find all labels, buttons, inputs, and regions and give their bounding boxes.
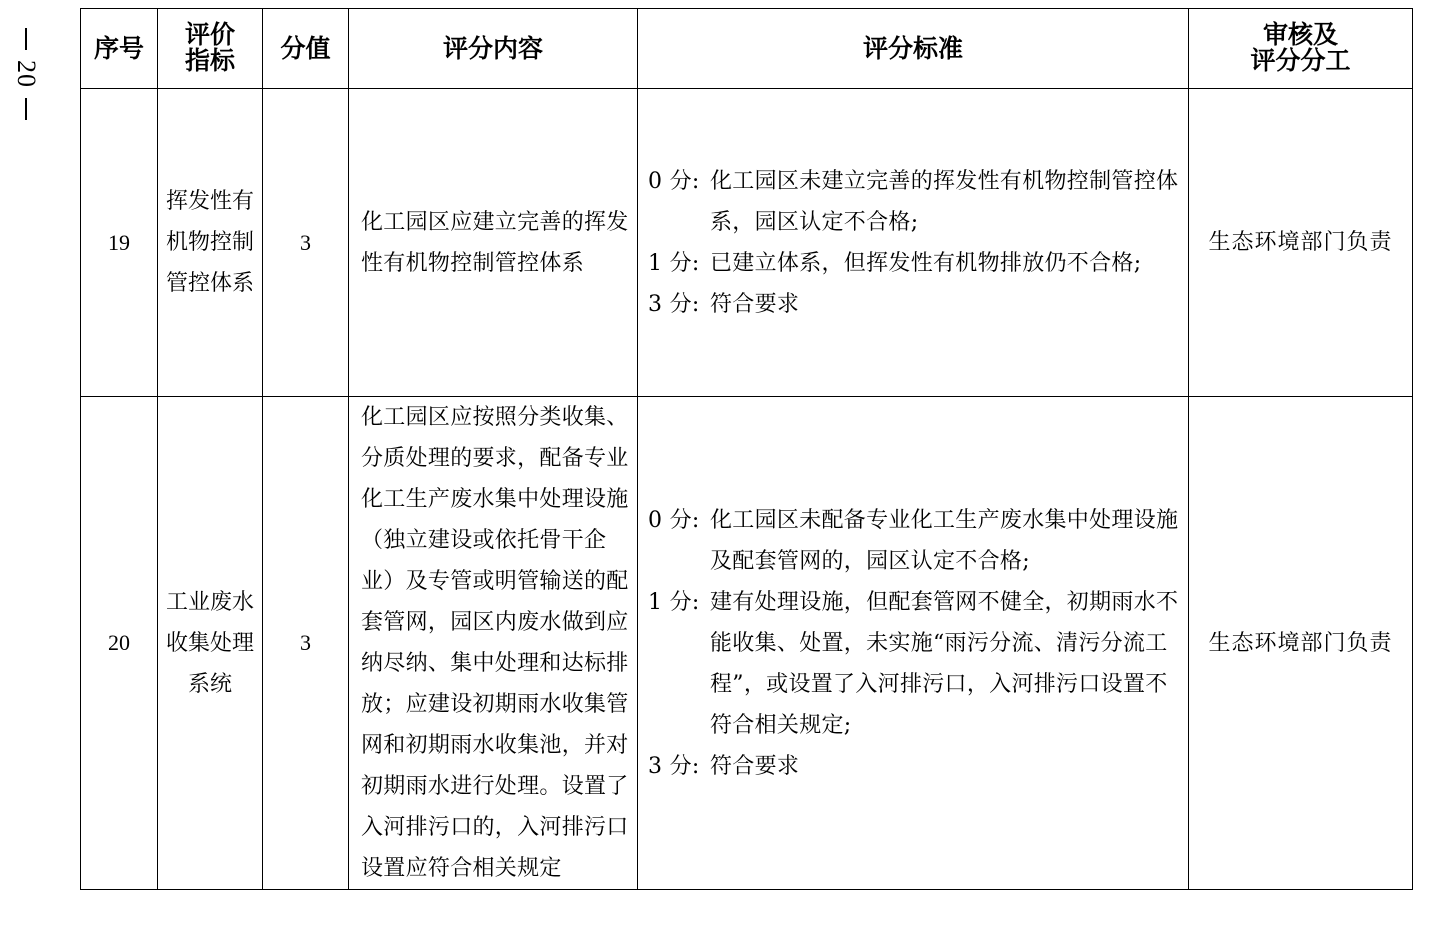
criteria-item (648, 500, 1184, 582)
row-dept: 生态环境部门负责 (1189, 397, 1413, 890)
criteria-label: 1 分: (648, 589, 700, 615)
header-criteria: 评分标准 (638, 9, 1189, 89)
table-row (81, 89, 1413, 397)
header-indicator-line1: 评价 (184, 20, 235, 49)
header-score: 分值 (263, 9, 349, 89)
header-review-line2: 评分分工 (1250, 46, 1351, 75)
criteria-text: 符合要求 (710, 291, 800, 317)
criteria-item (648, 161, 1184, 243)
row-score: 3 (263, 89, 349, 397)
criteria-label: 1 分: (648, 250, 700, 276)
criteria-label: 3 分: (648, 291, 700, 317)
row-indicator: 工业废水收集处理系统 (158, 397, 263, 890)
row-criteria (638, 397, 1189, 890)
criteria-item (648, 284, 1184, 325)
row-seq: 19 (81, 89, 158, 397)
row-indicator: 挥发性有机物控制管控体系 (158, 89, 263, 397)
header-seq: 序号 (81, 9, 158, 89)
page-number-dash-top (25, 28, 27, 50)
page-number-dash-bottom (25, 98, 27, 120)
criteria-item (648, 746, 1184, 787)
header-review (1189, 9, 1413, 89)
header-content: 评分内容 (349, 9, 638, 89)
criteria-item (648, 243, 1184, 284)
row-content: 化工园区应建立完善的挥发性有机物控制管控体系 (349, 89, 638, 397)
criteria-item (648, 582, 1184, 746)
criteria-label: 0 分: (648, 168, 700, 194)
row-criteria (638, 89, 1189, 397)
evaluation-table (80, 8, 1413, 890)
criteria-text: 建有处理设施，但配套管网不健全，初期雨水不能收集、处置，未实施“雨污分流、清污分流工程”，或设置了入河排污口，入河排污口设置不符合相关规定; (710, 589, 1179, 738)
row-content: 化工园区应按照分类收集、分质处理的要求，配备专业化工生产废水集中处理设施（独立建设或依托骨干企业）及专管或明管输送的配套管网，园区内废水做到应纳尽纳、集中处理和达标排放；应建设初期雨水收集管网和初期雨水收集池，并对初期雨水进行处理。设置了入河排污口的，入河排污口设置应符合相关规定 (349, 397, 638, 890)
row-score: 3 (263, 397, 349, 890)
header-review-line1: 审核及 (1262, 20, 1338, 49)
table-row (81, 397, 1413, 890)
criteria-label: 0 分: (648, 507, 700, 533)
page-number (6, 28, 46, 148)
row-seq: 20 (81, 397, 158, 890)
criteria-text: 化工园区未建立完善的挥发性有机物控制管控体系，园区认定不合格; (710, 168, 1179, 235)
row-dept: 生态环境部门负责 (1189, 89, 1413, 397)
criteria-text: 已建立体系，但挥发性有机物排放仍不合格; (710, 250, 1142, 276)
header-indicator-line2: 指标 (184, 46, 235, 75)
criteria-text: 符合要求 (710, 753, 800, 779)
table-header-row (81, 9, 1413, 89)
criteria-text: 化工园区未配备专业化工生产废水集中处理设施及配套管网的，园区认定不合格; (710, 507, 1179, 574)
criteria-label: 3 分: (648, 753, 700, 779)
header-indicator (158, 9, 263, 89)
page-number-text: 20 (12, 60, 41, 88)
